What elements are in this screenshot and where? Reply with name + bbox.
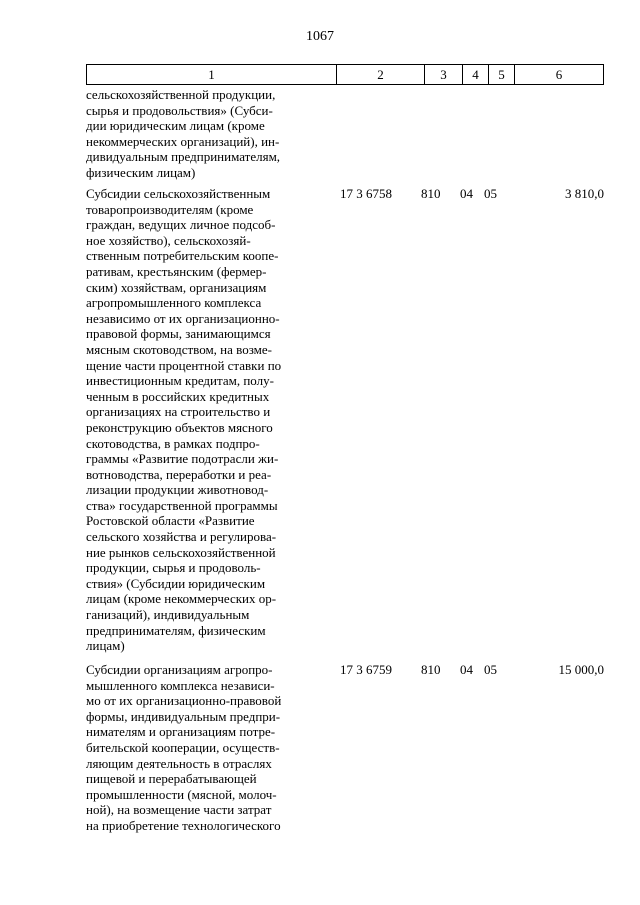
section-code: 04: [460, 186, 473, 201]
page-number: 1067: [306, 29, 334, 44]
row-description: Субсидии сельскохозяйственным товаропроизводителям (кроме граждан, ведущих личное подсоб- ное хозяйство), сельскохозяй- ственным потребительским коопе- ративам, крестьянским (фермер- ским) хозяйствам, организациям агропромышленного комплекса независимо от их организационно- правовой формы, занимающимся мясным скотоводством, на возме- щение части процентной ставки по инвестиционным кредитам, полу- ченным в российских кредитных организациях на строительство и реконструкцию объектов мясного скотоводства, в рамках подпро- граммы «Развитие подотрасли жи- вотноводства, переработки и реа- лизации продукции животновод- ства» государственной программы Ростовской области «Развитие сельского хозяйства и регулирова- ние рынков сельскохозяйственной продукции, сырья и продоволь- ствия» (Субсидии юридическим лицам (кроме некоммерческих ор- ганизаций), индивидуальным предпринимателям, физическим лицам): [86, 186, 282, 654]
header-col-4: 4: [463, 65, 489, 84]
target-article-code: 17 3 6758: [340, 186, 392, 201]
header-col-2: 2: [337, 65, 425, 84]
expense-type-code: 810: [421, 186, 441, 201]
row-description: сельскохозяйственной продукции, сырья и продовольствия» (Субси- дии юридическим лицам (кроме некоммерческих организаций), ин- дивидуальным предпринимателям, физическим лицам): [86, 87, 281, 180]
subsection-code: 05: [484, 186, 497, 201]
subsection-code: 05: [484, 662, 497, 677]
amount: 15 000,0: [558, 662, 604, 677]
amount: 3 810,0: [565, 186, 604, 201]
header-col-5: 5: [489, 65, 515, 84]
table-header: [86, 64, 604, 85]
target-article-code: 17 3 6759: [340, 662, 392, 677]
header-col-6: 6: [555, 67, 563, 82]
expense-type-code: 810: [421, 662, 441, 677]
row-description: Субсидии организациям агропро- мышленного комплекса независи- мо от их организационно-правовой формы, индивидуальным предпри- нимателям и организациям потре- бительской кооперации, осуществ- ляющим деятельность в отраслях пищевой и перерабатывающей промышленности (мясной, молоч- ной), на возмещение части затрат на приобретение технологического: [86, 662, 282, 833]
section-code: 04: [460, 662, 473, 677]
header-col-3: 3: [425, 65, 463, 84]
header-col-1: 1: [87, 65, 337, 84]
